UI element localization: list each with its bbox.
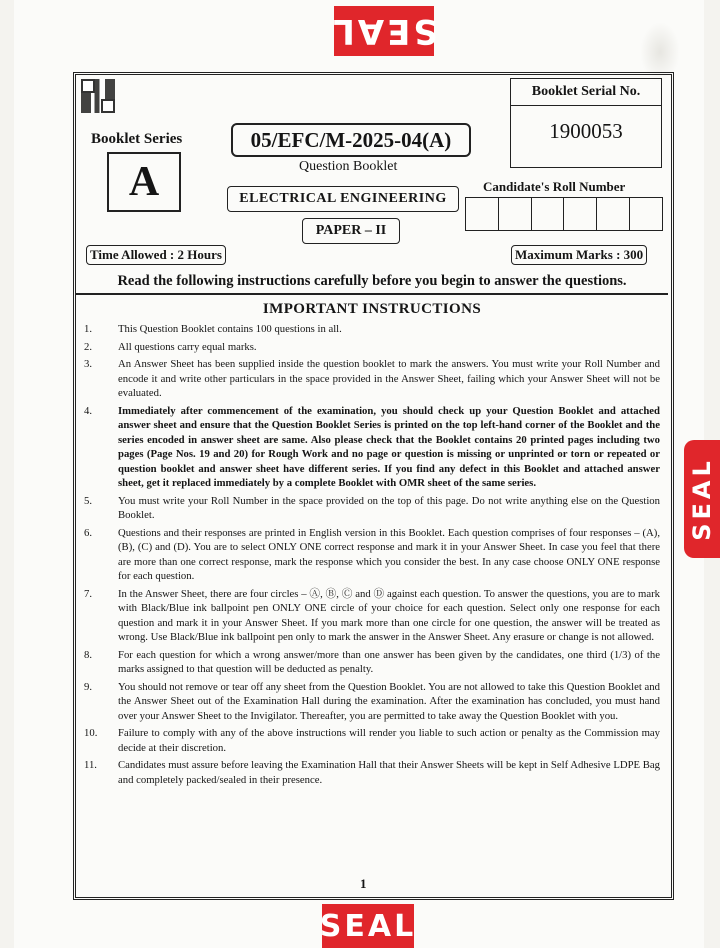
booklet-series-label: Booklet Series (91, 131, 183, 147)
booklet-serial-number: 1900053 (549, 119, 623, 143)
page-number: 1 (360, 876, 367, 891)
instruction-text: You must write your Roll Number in the space provided on the top of this page. Do not write anything else on the Question Booklet. (118, 494, 660, 521)
time-allowed: Time Allowed : 2 Hours (86, 245, 226, 265)
important-instructions-title: IMPORTANT INSTRUCTIONS (262, 301, 482, 317)
instruction-item (84, 726, 660, 755)
instruction-text: Immediately after commencement of the examination, you should check up your Question Booklet and attached answer sheet and ensure that the Question Booklet Series is printed on the top left-hand corner of the Booklet and the series encoded in answer sheet are same. Also please check that the Booklet contains 20 printed pages including two pages (Page Nos. 19 and 20) for Rough Work and no page or question is missing or unprinted or torn or repeated or question booklet and answer sheet have different series. If you find any defect in this Booklet and attached answer sheet, get it replaced immediately by a complete Booklet with OMR sheet of the same series. (118, 404, 660, 489)
instruction-number: 9. (84, 680, 93, 693)
instruction-number: 4. (84, 404, 93, 417)
instruction-number: 5. (84, 494, 93, 507)
instruction-text: You should not remove or tear off any sheet from the Question Booklet. You are not allowed to take this Question Booklet and the Answer Sheet out of the Examination Hall during the examination. After the examination has concluded, you must hand over your Answer Sheet to the Invigilator. Thereafter, you are permitted to take away the Question Booklet with you. (118, 680, 660, 722)
instruction-text: An Answer Sheet has been supplied inside the question booklet to mark the answers. You must write your Roll Number and encode it and write other particulars in the space provided in the Answer Sheet, failing which your Answer Sheet will not be evaluated. (118, 358, 660, 399)
instruction-item (84, 680, 660, 724)
question-booklet-label: Question Booklet (299, 159, 398, 174)
exam-code: 05/EFC/M-2025-04(A) (231, 123, 471, 157)
seal-stamp-top: SEAL (334, 6, 434, 56)
instruction-item (84, 340, 660, 355)
roll-number-field[interactable] (465, 197, 663, 231)
instruction-item (84, 648, 660, 677)
instruction-number: 3. (84, 358, 93, 370)
instructions-list (84, 322, 660, 790)
qr-code-icon (81, 79, 115, 113)
roll-digit-box[interactable] (564, 198, 597, 230)
instruction-text: For each question for which a wrong answer/more than one answer has been given by the candidates, one third (1/3) of the marks assigned to that question will be deducted as penalty. (118, 648, 660, 675)
maximum-marks: Maximum Marks : 300 (511, 245, 647, 265)
booklet-serial-label: Booklet Serial No. (511, 79, 661, 106)
instruction-text: All questions carry equal marks. (118, 340, 257, 353)
instruction-item (84, 494, 660, 523)
seal-stamp-right (684, 440, 720, 558)
instruction-text: Questions and their responses are printed in English version in this Booklet. Each question comprises of four responses – (A), (B), (C) and (D). You are to select ONLY ONE correct response and mark it in your Answer Sheet. In case you feel that there are more than one correct response, mark the response which you consider the best. In any case choose ONLY ONE response for each question. (118, 526, 660, 582)
instruction-item (84, 322, 660, 337)
instruction-number: 11. (84, 759, 97, 771)
instruction-number: 8. (84, 648, 93, 661)
paper-title: PAPER – II (302, 218, 400, 244)
instruction-item (84, 526, 660, 584)
instruction-item (84, 404, 660, 491)
roll-digit-box[interactable] (532, 198, 565, 230)
instruction-text: Failure to comply with any of the above instructions will render you liable to such action or penalty as the Commission may decide at their discretion. (118, 727, 660, 754)
booklet-series-letter: A (107, 152, 181, 212)
roll-number-label: Candidate's Roll Number (483, 179, 626, 194)
booklet-serial-box (510, 78, 662, 168)
instruction-text: Candidates must assure before leaving the Examination Hall that their Answer Sheets will be kept in Self Adhesive LDPE Bag and completely packed/sealed in their presence. (118, 759, 660, 786)
roll-digit-box[interactable] (597, 198, 630, 230)
instruction-number: 10. (84, 727, 98, 739)
read-instructions-line: Read the following instructions carefully before you begin to answer the questions. (117, 273, 627, 289)
seal-stamp-bottom: SEAL (322, 904, 414, 948)
instruction-number: 2. (84, 340, 93, 353)
roll-digit-box[interactable] (630, 198, 662, 230)
instruction-number: 6. (84, 526, 93, 539)
instruction-number: 1. (84, 323, 93, 335)
instruction-item (84, 587, 660, 645)
subject-title: ELECTRICAL ENGINEERING (227, 186, 459, 212)
roll-digit-box[interactable] (466, 198, 499, 230)
roll-digit-box[interactable] (499, 198, 532, 230)
instruction-number: 7. (84, 587, 93, 600)
instruction-text: In the Answer Sheet, there are four circles – Ⓐ, Ⓑ, Ⓒ and Ⓓ against each question. To answer the questions, you are to mark with Black/Blue ink ballpoint pen ONLY ONE circle of your choice for each question. Select only one response for each question and mark it in your Answer Sheet. If you mark more than one circle for one question, the answer will be treated as wrong. Use Black/Blue ink ballpoint pen only to mark the answer in the Answer Sheet. Any erasure or change is not allowed. (118, 587, 660, 643)
instruction-text: This Question Booklet contains 100 questions in all. (118, 323, 342, 335)
divider (76, 293, 668, 295)
instruction-item (84, 357, 660, 401)
instruction-item (84, 758, 660, 787)
seal-stamp-right-text: SEAL (688, 457, 717, 541)
